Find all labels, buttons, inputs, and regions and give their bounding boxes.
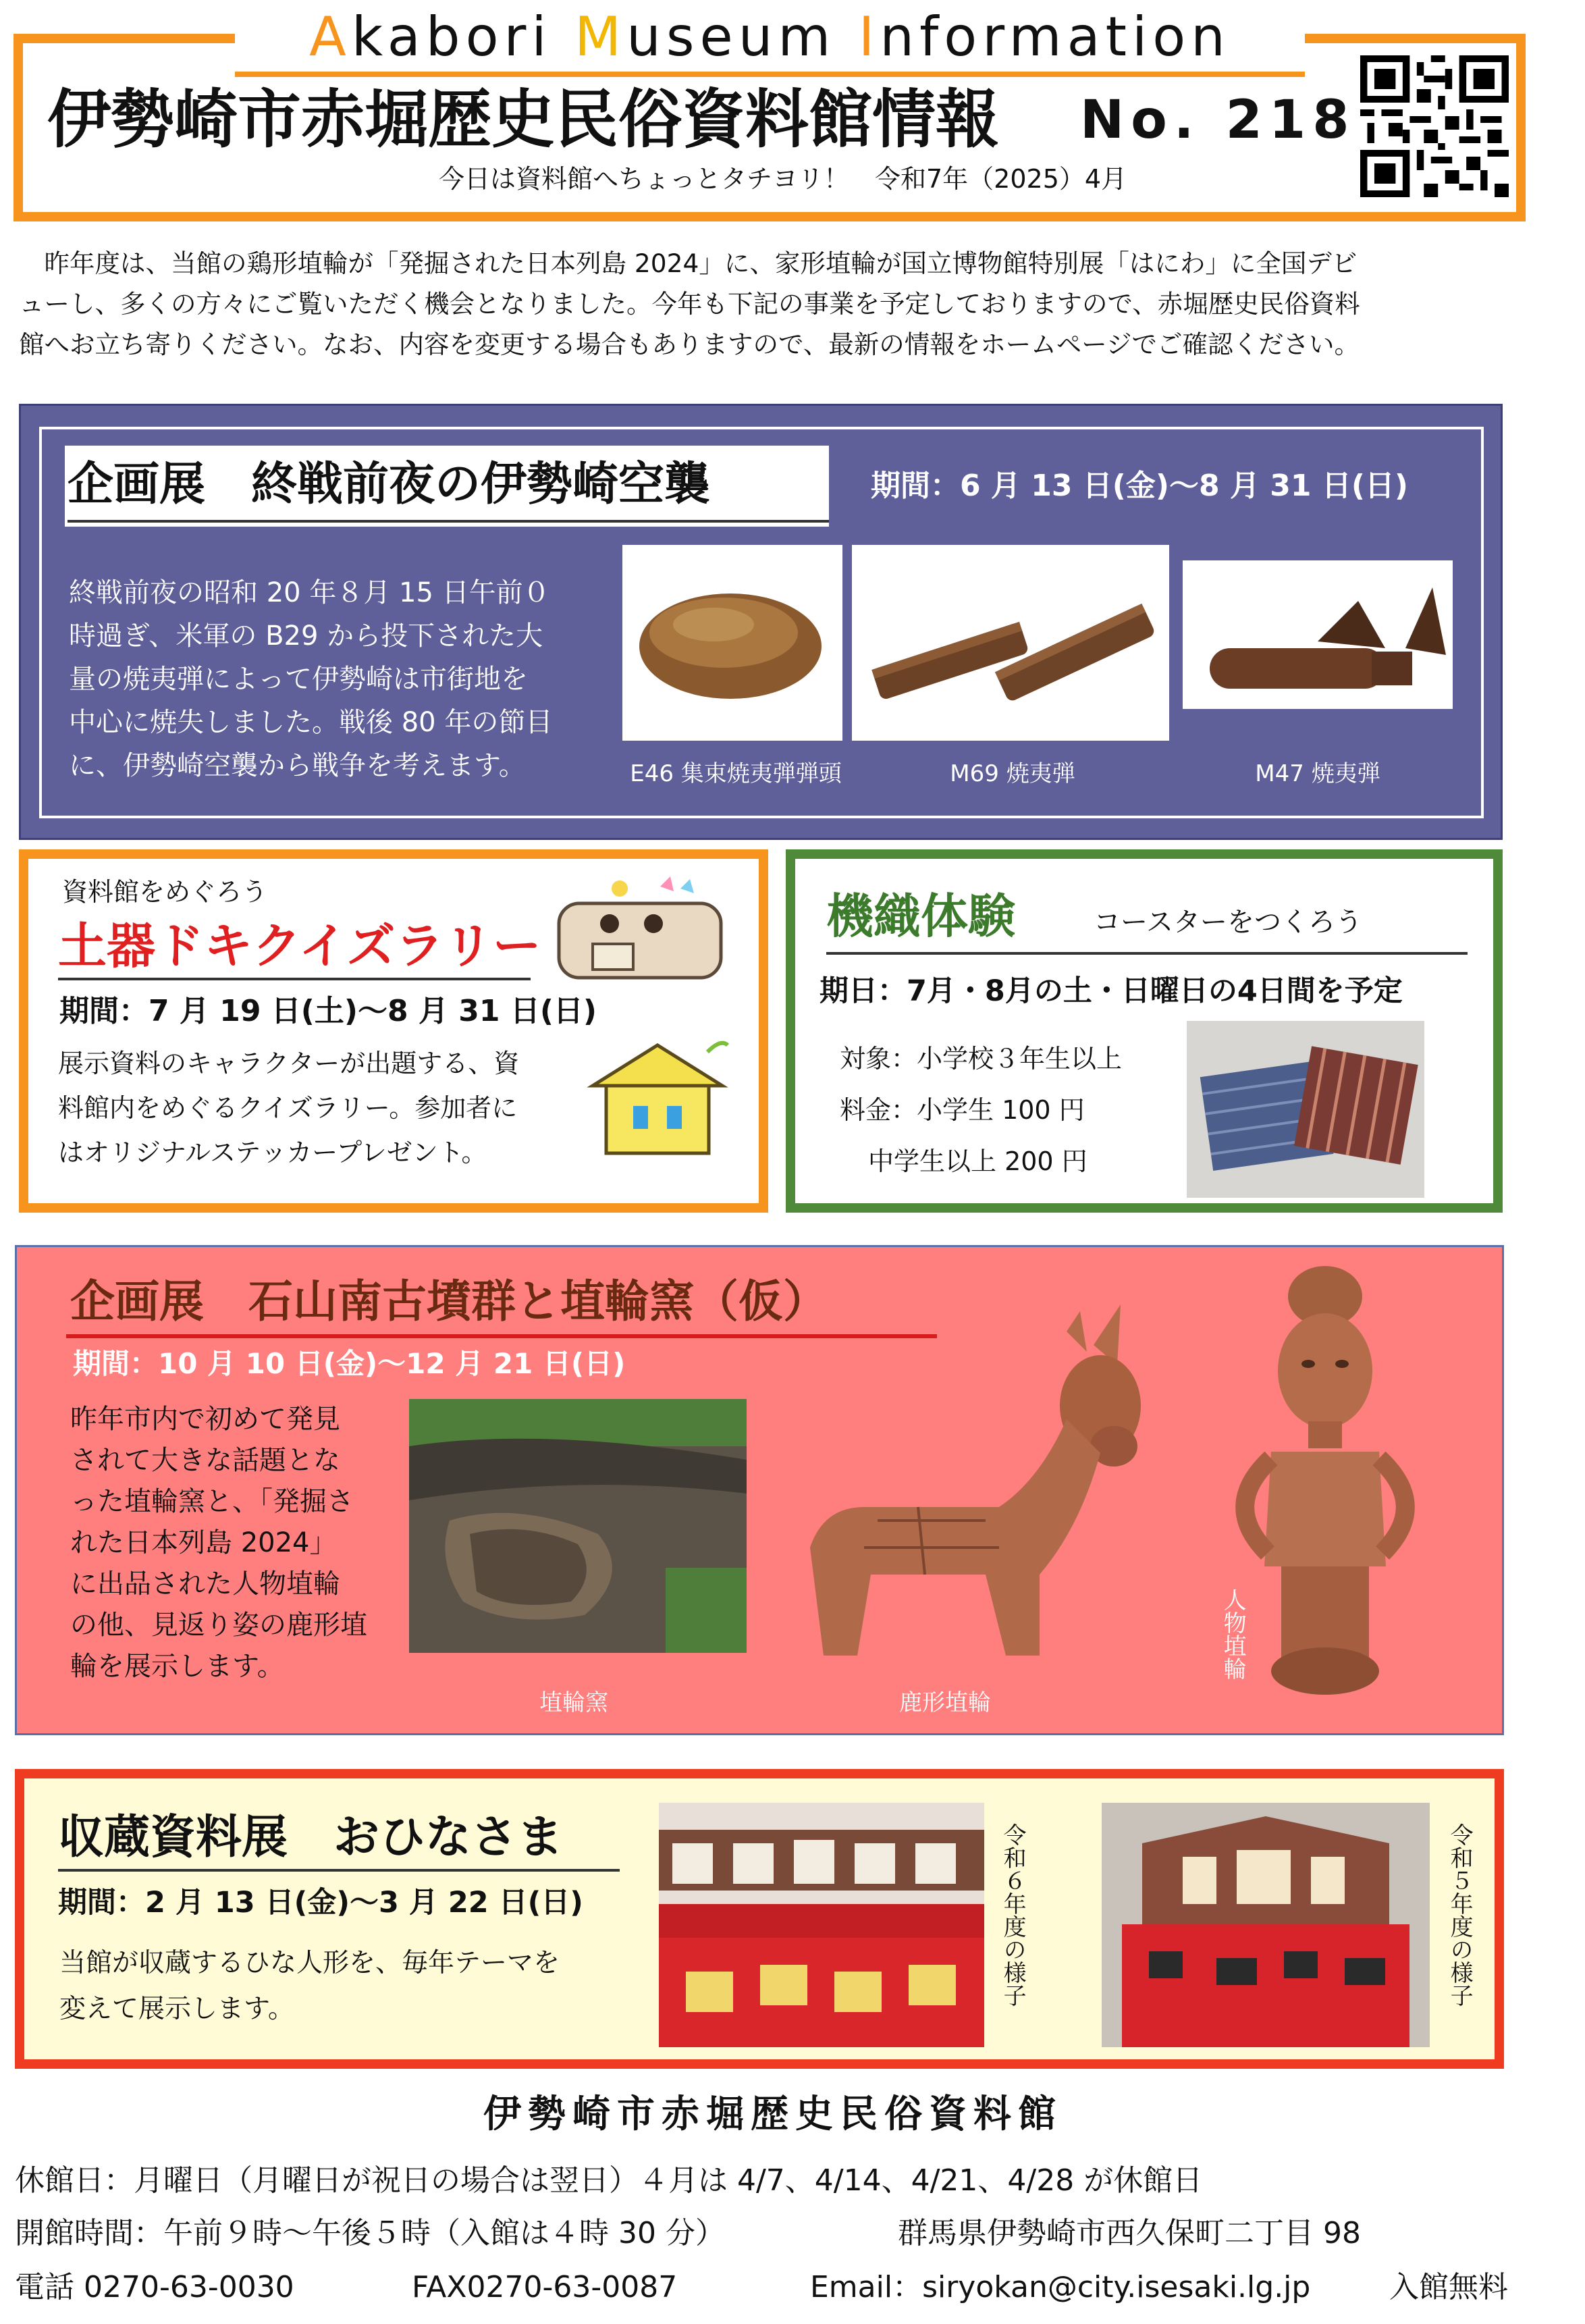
body-line: 時過ぎ、米軍の B29 から投下された大	[69, 620, 543, 652]
weaving-date: 期日：7月・8月の土・日曜日の4日間を予定	[820, 974, 1403, 1008]
weaving-fee-elementary: 料金：小学生 100 円	[840, 1095, 1085, 1125]
exhibit-hina-dolls-body	[59, 1940, 560, 2032]
body-line: の他、見返り姿の鹿形埴	[70, 1610, 367, 1641]
header-title-en	[235, 4, 1305, 70]
body-line: 輪を展示します。	[70, 1651, 284, 1682]
footer-email-link[interactable]: Email：siryokan@city.isesaki.lg.jp	[810, 2270, 1311, 2304]
weaving-target: 対象：小学校３年生以上	[840, 1044, 1123, 1074]
title-word-kabori: kabori	[351, 5, 575, 68]
caption-hina-2023: 令和５年度の様子	[1446, 1823, 1474, 2007]
exhibit-air-raid-period: 期間：6 月 13 日(金)～8 月 31 日(日)	[871, 469, 1409, 503]
exhibit-air-raid-title-underline	[68, 520, 829, 523]
title-letter-m: M	[574, 5, 627, 68]
title-letter-i: I	[858, 5, 880, 68]
caption-kiln: 埴輪窯	[539, 1689, 608, 1716]
body-line: 終戦前夜の昭和 20 年８月 15 日午前０	[69, 577, 550, 608]
footer-admission: 入館無料	[1389, 2270, 1508, 2304]
body-line: った埴輪窯と、「発掘さ	[70, 1486, 354, 1517]
exhibit-haniwa-kiln-body	[70, 1399, 367, 1687]
body-line: されて大きな話題とな	[70, 1445, 340, 1476]
header-tagline: 今日は資料館へちょっとタチヨリ！ 令和7年（2025）4月	[439, 164, 1127, 194]
photo-m69-bomb	[852, 545, 1169, 741]
footer-fax: FAX0270-63-0087	[412, 2270, 678, 2304]
footer-phone[interactable]: 電話 0270-63-0030	[15, 2270, 294, 2304]
footer-closed-days: 休館日：月曜日（月曜日が祝日の場合は翌日）４月は 4/7、4/14、4/21、4/28 が休館日	[15, 2163, 1203, 2198]
photo-hina-2023	[1102, 1803, 1430, 2047]
exhibit-air-raid-title: 企画展 終戦前夜の伊勢崎空襲	[68, 458, 711, 511]
body-line: 展示資料のキャラクターが出題する、資	[58, 1049, 520, 1078]
title-word-useum: useum	[626, 5, 859, 68]
photo-haniwa-kiln	[409, 1399, 747, 1653]
header-title-jp: 伊勢崎市赤堀歴史民俗資料館情報	[47, 83, 1000, 157]
caption-deer-haniwa: 鹿形埴輪	[899, 1689, 991, 1716]
photo-hina-2024	[659, 1803, 984, 2047]
header-underline	[235, 72, 1305, 77]
weaving-title-underline	[826, 952, 1468, 955]
intro-paragraph	[19, 243, 1565, 365]
body-line: 当館が収蔵するひな人形を、毎年テーマを	[59, 1948, 560, 1978]
intro-line: 館へお立ち寄りください。なお、内容を変更する場合もありますので、最新の情報をホームページでご確認ください。	[19, 329, 1360, 359]
caption-m69: M69 焼夷弾	[950, 760, 1075, 787]
quiz-title: 土器ドキクイズラリー	[58, 918, 541, 974]
title-word-nformation: nformation	[880, 5, 1231, 68]
exhibit-hina-dolls-title: 収蔵資料展 おひなさま	[58, 1811, 564, 1864]
body-line: 料館内をめぐるクイズラリー。参加者に	[58, 1093, 518, 1123]
photo-deer-haniwa	[783, 1304, 1161, 1683]
body-line: 量の焼夷弾によって伊勢崎は市街地を	[69, 664, 528, 695]
caption-human-haniwa: 人物埴輪	[1219, 1588, 1247, 1680]
body-line: れた日本列島 2024」	[70, 1527, 337, 1558]
body-line: に出品された人物埴輪	[70, 1568, 340, 1600]
exhibit-hina-dolls-period: 期間：2 月 13 日(金)～3 月 22 日(日)	[58, 1886, 583, 1920]
footer-hours: 開館時間：午前９時～午後５時（入館は４時 30 分）	[15, 2216, 725, 2250]
exhibit-hina-dolls-title-underline	[58, 1869, 620, 1872]
photo-m47-bomb	[1183, 560, 1453, 709]
exhibit-air-raid-body	[69, 571, 552, 787]
body-line: に、伊勢崎空襲から戦争を考えます。	[69, 750, 526, 781]
issue-number: No. 218	[1080, 90, 1356, 151]
body-line: 変えて展示します。	[59, 1994, 294, 2024]
footer-address: 群馬県伊勢崎市西久保町二丁目 98	[898, 2216, 1361, 2250]
weaving-title: 機織体験	[826, 889, 1015, 944]
caption-hina-2024: 令和６年度の様子	[999, 1823, 1027, 2007]
house-character-icon	[579, 1032, 736, 1167]
body-line: 中心に焼失しました。戦後 80 年の節目	[69, 707, 553, 738]
clay-pot-character-icon	[545, 876, 736, 991]
quiz-body	[58, 1041, 519, 1175]
caption-m47: M47 焼夷弾	[1255, 760, 1380, 787]
footer-museum-name: 伊勢崎市赤堀歴史民俗資料館	[483, 2092, 1063, 2136]
photo-coasters	[1187, 1021, 1424, 1198]
exhibit-haniwa-kiln-period: 期間：10 月 10 日(金)～12 月 21 日(日)	[73, 1347, 626, 1380]
caption-e46: E46 集束焼夷弾弾頭	[630, 760, 842, 787]
intro-line: ューし、多くの方々にご覧いただく機会となりました。今年も下記の事業を予定しておりますので、赤堀歴史民俗資料	[19, 289, 1360, 319]
weaving-fee-junior: 中学生以上 200 円	[868, 1146, 1087, 1176]
quiz-title-underline	[58, 978, 531, 980]
title-letter-a: A	[309, 5, 352, 68]
body-line: 昨年市内で初めて発見	[70, 1404, 340, 1435]
quiz-kicker: 資料館をめぐろう	[62, 877, 268, 907]
qr-code-icon[interactable]	[1360, 55, 1509, 197]
photo-e46-bomb-head	[622, 545, 842, 741]
weaving-subtitle: コースターをつくろう	[1094, 907, 1362, 938]
quiz-period: 期間：7 月 19 日(土)～8 月 31 日(日)	[59, 994, 597, 1028]
intro-line: 昨年度は、当館の鶏形埴輪が「発掘された日本列島 2024」に、家形埴輪が国立博物館特別展「はにわ」に全国デビ	[19, 248, 1358, 278]
exhibit-haniwa-kiln-title: 企画展 石山南古墳群と埴輪窯（仮）	[70, 1275, 828, 1327]
body-line: はオリジナルステッカープレゼント。	[58, 1138, 487, 1167]
